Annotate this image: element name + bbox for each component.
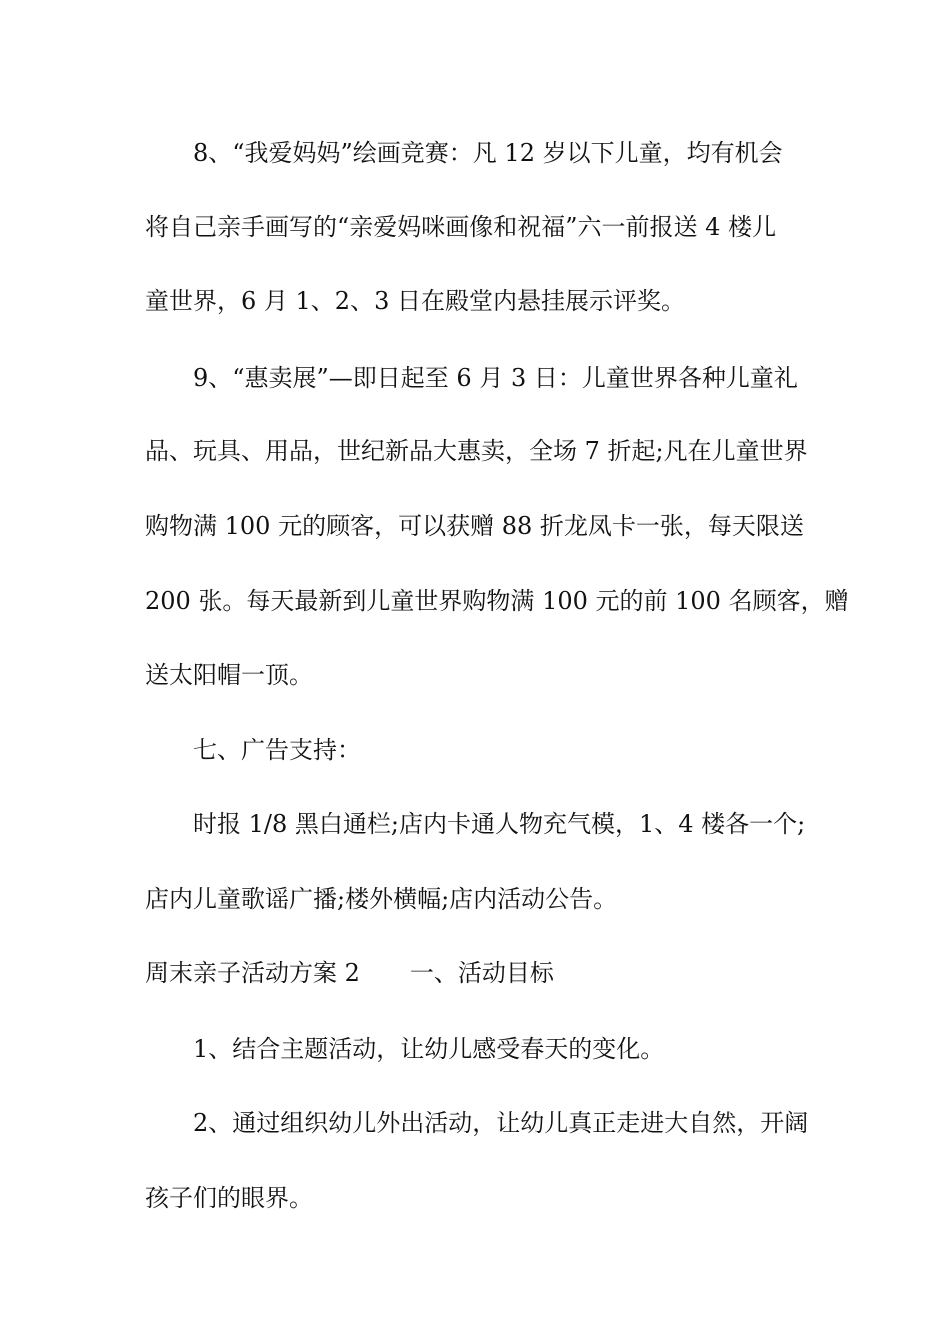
paragraph-line: 购物满 100 元的顾客，可以获赠 88 折龙凤卡一张，每天限送 — [145, 512, 804, 540]
paragraph-line: 品、玩具、用品，世纪新品大惠卖，全场 7 折起;凡在儿童世界 — [145, 437, 808, 465]
paragraph-line: 8、“我爱妈妈”绘画竞赛：凡 12 岁以下儿童，均有机会 — [193, 139, 783, 167]
paragraph-line: 童世界，6 月 1、2、3 日在殿堂内悬挂展示评奖。 — [145, 287, 685, 315]
paragraph-line: 时报 1/8 黑白通栏;店内卡通人物充气模，1、4 楼各一个; — [193, 810, 806, 838]
paragraph-line: 将自己亲手画写的“亲爱妈咪画像和祝福”六一前报送 4 楼儿 — [145, 213, 777, 241]
paragraph-line: 200 张。每天最新到儿童世界购物满 100 元的前 100 名顾客，赠 — [145, 587, 849, 615]
paragraph-line: 孩子们的眼界。 — [145, 1184, 313, 1212]
paragraph-line: 店内儿童歌谣广播;楼外横幅;店内活动公告。 — [145, 885, 618, 913]
document-title: 周末亲子活动方案 2 — [145, 959, 360, 987]
paragraph-line: 2、通过组织幼儿外出活动，让幼儿真正走进大自然，开阔 — [193, 1109, 809, 1137]
section-heading: 一、活动目标 — [409, 959, 554, 987]
paragraph-line: 1、结合主题活动，让幼儿感受春天的变化。 — [193, 1035, 665, 1063]
document-title-row — [145, 958, 554, 988]
paragraph-line: 送太阳帽一顶。 — [145, 661, 313, 689]
paragraph-line: 9、“惠卖展”—即日起至 6 月 3 日：儿童世界各种儿童礼 — [193, 364, 798, 392]
section-heading: 七、广告支持： — [193, 736, 361, 764]
